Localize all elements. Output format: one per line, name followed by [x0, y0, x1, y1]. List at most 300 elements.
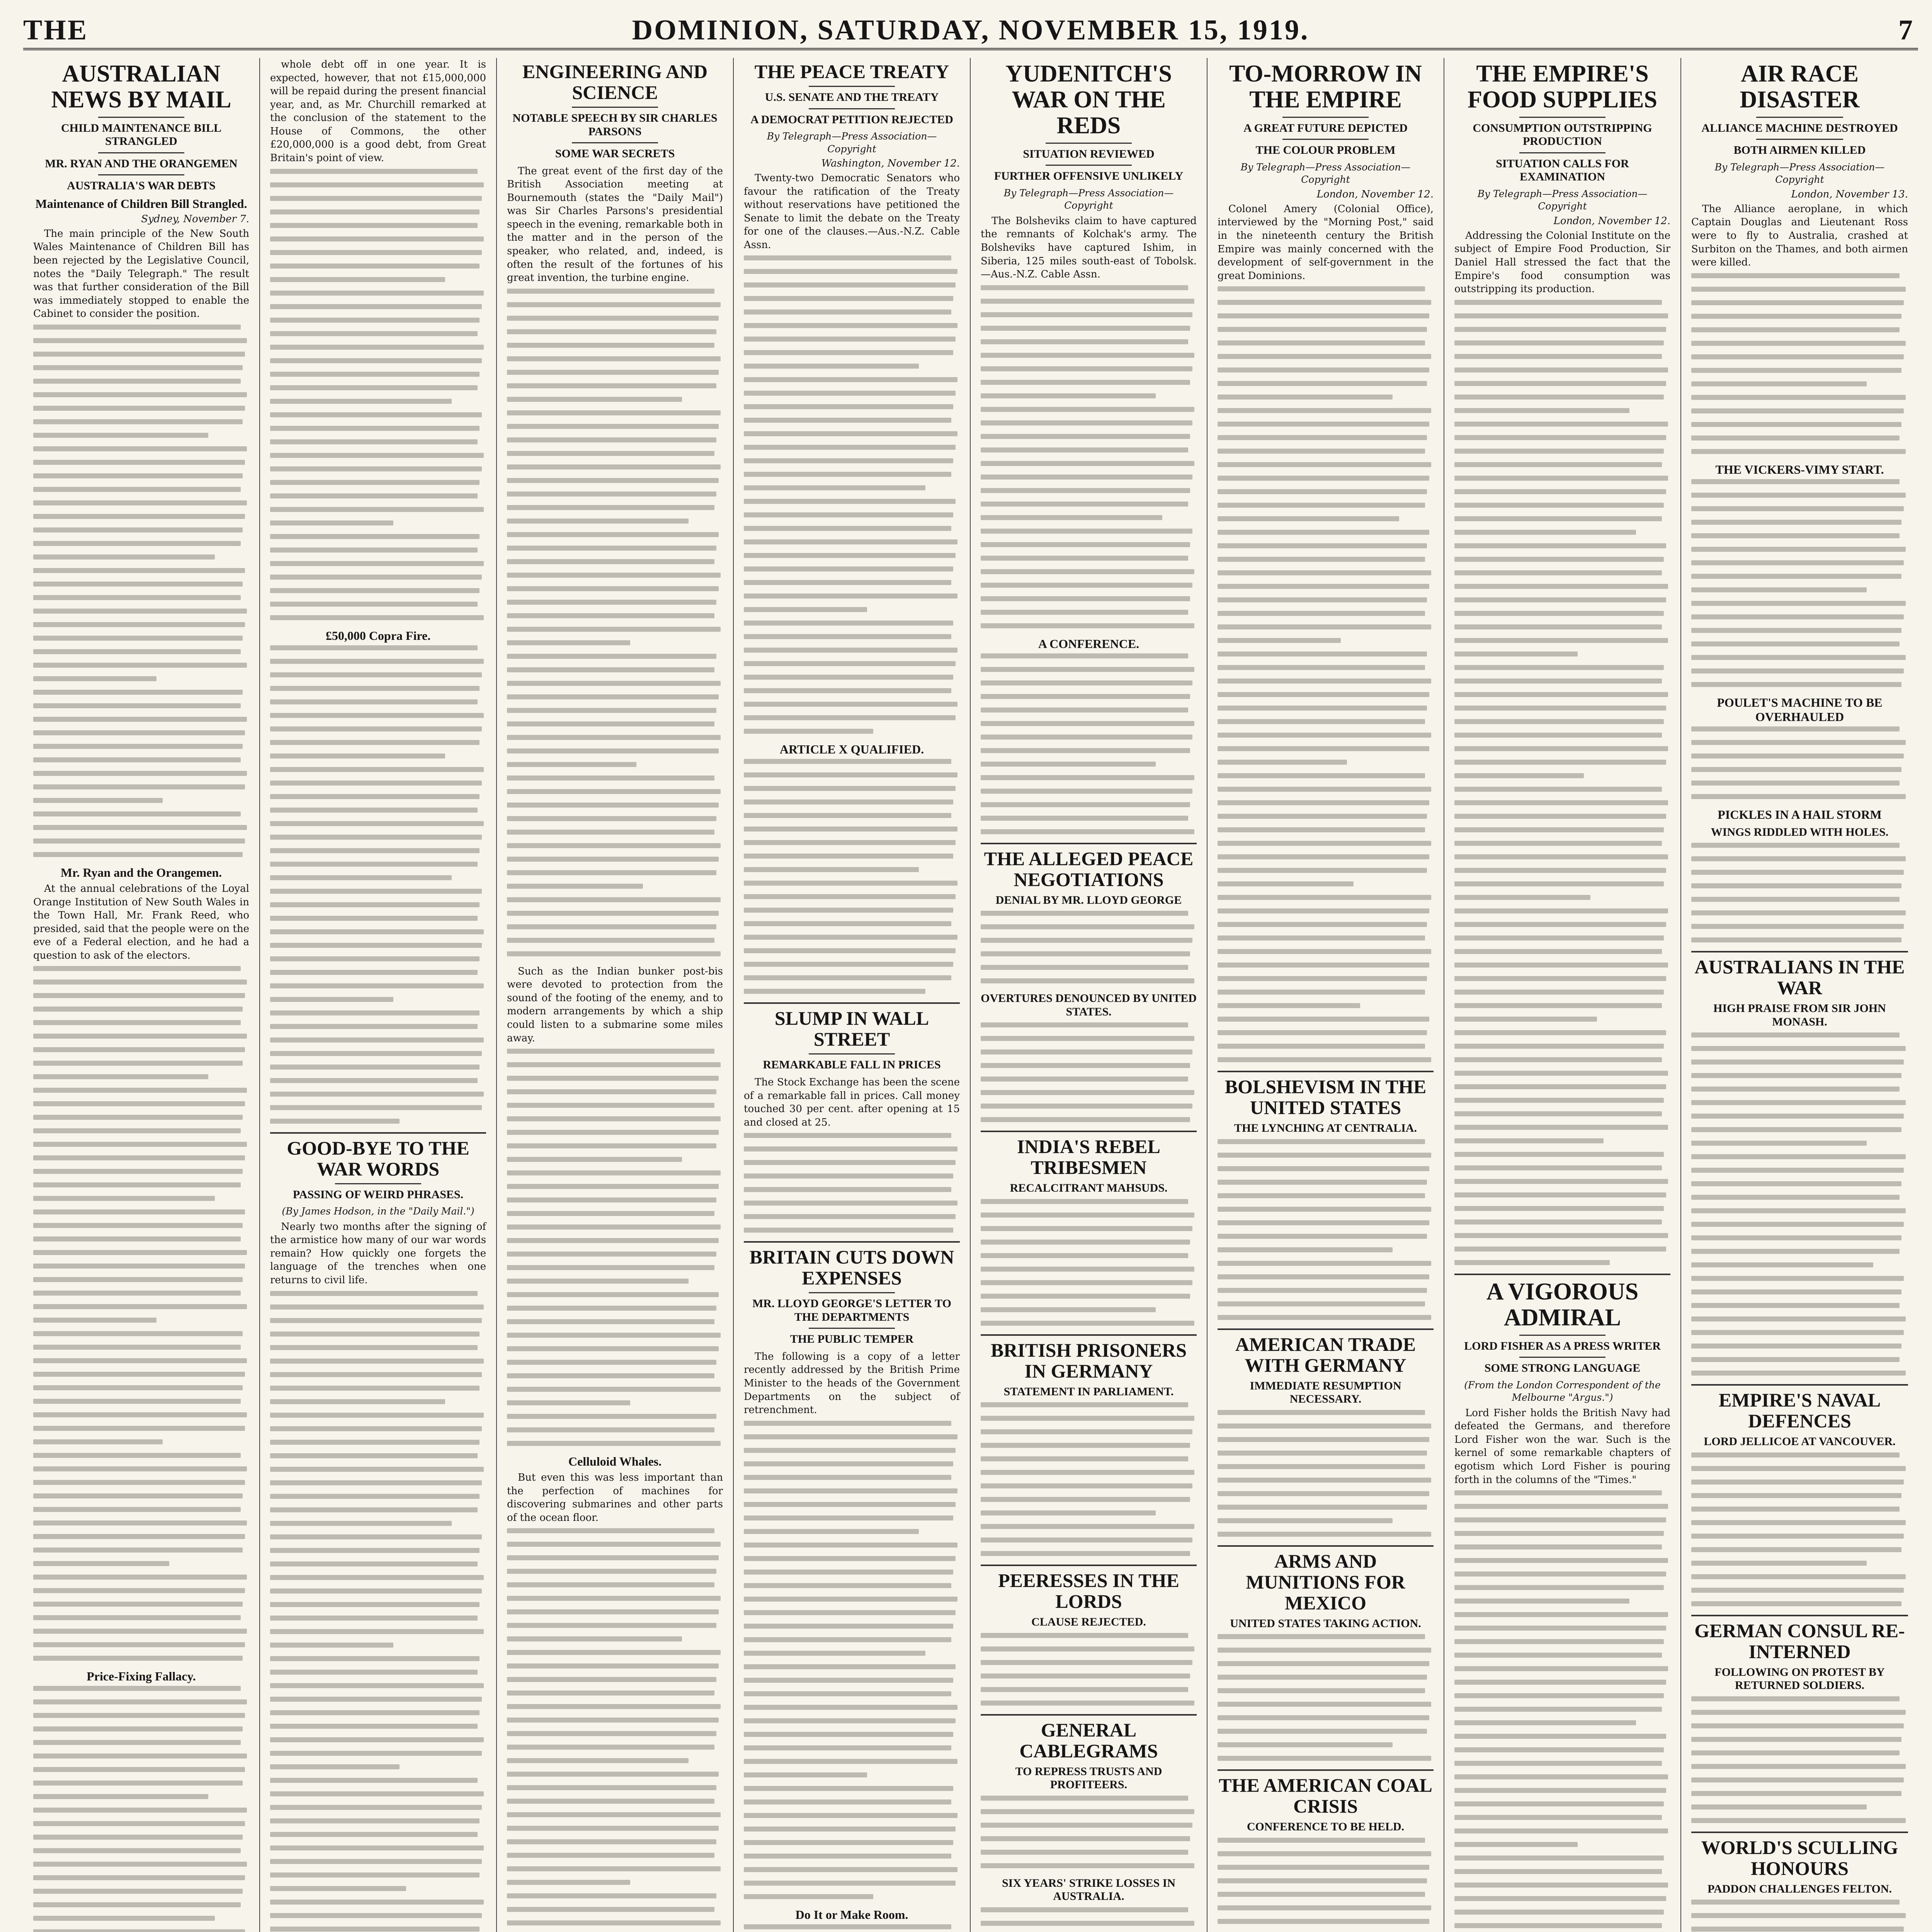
text-line [744, 310, 951, 315]
text-line [270, 1024, 478, 1029]
text-line [1218, 881, 1354, 886]
text-line [1454, 1774, 1668, 1779]
text-line [33, 1875, 245, 1880]
text-line [981, 583, 1192, 588]
text-line [1691, 641, 1900, 646]
text-line [1218, 1919, 1429, 1924]
text-line [1454, 1003, 1662, 1008]
subheading: NOTABLE SPEECH BY SIR CHARLES PARSONS [512, 112, 718, 138]
text-line [507, 1333, 721, 1338]
divider [572, 107, 658, 108]
text-line [1691, 560, 1904, 565]
text-line [981, 1321, 1194, 1326]
text-line [981, 569, 1194, 574]
text-line [744, 1187, 951, 1192]
subheading: SITUATION CALLS FOR EXAMINATION [1496, 157, 1629, 184]
text-line [270, 561, 484, 566]
text-line [33, 365, 243, 370]
subheading: A DEMOCRAT PETITION REJECTED [750, 113, 953, 126]
text-line [270, 1616, 478, 1621]
divider [981, 1714, 1197, 1716]
text-line [270, 372, 480, 377]
text-line [1691, 628, 1901, 633]
text-line [1691, 1710, 1906, 1715]
text-line [1691, 1547, 1901, 1552]
text-line [1691, 601, 1906, 606]
body-text [1691, 1900, 1908, 1932]
subheading: OVERTURES DENOUNCED BY UNITED STATES. [981, 992, 1197, 1018]
text-line [981, 610, 1188, 615]
text-line [1454, 963, 1668, 968]
text-line [744, 759, 951, 764]
text-line [744, 702, 957, 707]
text-line [1218, 1451, 1427, 1456]
text-line [1691, 533, 1900, 538]
text-line [33, 514, 245, 519]
text-line [981, 1809, 1194, 1814]
text-line [270, 1710, 480, 1715]
text-line [1218, 1702, 1431, 1707]
text-line [744, 1624, 953, 1629]
text-line [981, 312, 1192, 317]
text-line [1218, 1301, 1425, 1306]
text-line [270, 1548, 480, 1553]
text-line [1218, 787, 1431, 792]
dateline: London, November 13. [1791, 188, 1908, 200]
text-line [1218, 422, 1429, 427]
text-line [1218, 827, 1425, 832]
text-line [270, 1697, 482, 1702]
text-line [33, 1088, 247, 1093]
text-line [1454, 1842, 1578, 1847]
text-line [270, 1467, 484, 1472]
divider [335, 1183, 422, 1184]
text-line [981, 911, 1188, 916]
article-title: THE ALLEGED PEACE NEGOTIATIONS [984, 847, 1194, 890]
text-line [981, 474, 1192, 480]
credit-line: By Telegraph—Press Association—Copyright [1240, 161, 1411, 185]
divider [744, 1002, 960, 1004]
text-line [1218, 1715, 1429, 1720]
text-line [744, 499, 956, 504]
text-line [1691, 327, 1900, 332]
text-line [270, 223, 478, 228]
article-title: AUSTRALIAN NEWS BY MAIL [51, 61, 231, 113]
text-line [507, 1623, 716, 1628]
section-head: THE VICKERS-VIMY START. [1715, 462, 1884, 476]
text-line [270, 196, 482, 201]
text-line [981, 1646, 1194, 1651]
text-line [1454, 530, 1636, 535]
text-line [744, 948, 956, 953]
text-line [1454, 354, 1662, 359]
text-line [1691, 435, 1900, 440]
text-line [507, 1279, 689, 1284]
text-line [33, 352, 245, 357]
text-line [1218, 638, 1341, 643]
text-line [270, 1927, 480, 1932]
text-line [33, 993, 245, 998]
text-line [507, 478, 719, 483]
text-line [1218, 868, 1427, 873]
text-line [744, 445, 956, 450]
text-line [744, 867, 919, 872]
text-line [1691, 883, 1901, 888]
text-line [1691, 794, 1906, 799]
text-line [33, 1781, 243, 1786]
subheading: THE COLOUR PROBLEM [1255, 144, 1396, 157]
text-line [270, 1845, 484, 1850]
text-line [270, 1037, 484, 1043]
text-line [744, 1434, 957, 1439]
text-line [507, 1360, 716, 1365]
text-line [1454, 1125, 1668, 1130]
text-line [33, 1561, 169, 1566]
text-line [1691, 1073, 1901, 1078]
text-line [1691, 506, 1904, 511]
text-line [270, 1859, 482, 1864]
text-line [1218, 651, 1427, 656]
text-line [270, 1629, 484, 1634]
text-line [744, 1461, 953, 1466]
paragraph: whole debt off in one year. It is expected, however, that not £15,000,000 will be repaid during the present financial year, and, as Mr. Churchill remarked at the conclusion of the statement to the House of Commons, the other £20,000,000 is a good debt, from Great Britain's point of view. [270, 59, 486, 164]
text-line [33, 1223, 243, 1228]
text-line [270, 1092, 484, 1097]
text-line [1691, 1750, 1900, 1755]
text-line [744, 391, 956, 396]
subheading: PADDON CHALLENGES FELTON. [1707, 1882, 1892, 1895]
text-line [507, 1238, 719, 1243]
text-line [1691, 1087, 1900, 1092]
text-line [744, 1732, 953, 1737]
text-line [507, 1184, 719, 1189]
text-line [33, 1182, 241, 1187]
text-line [1218, 1288, 1427, 1293]
article-title: THE AMERICAN COAL CRISIS [1219, 1774, 1432, 1817]
text-line [507, 776, 714, 781]
text-line [33, 1372, 245, 1377]
text-line [744, 827, 957, 832]
text-line [270, 1683, 484, 1688]
text-line [33, 392, 247, 397]
text-line [981, 667, 1194, 672]
text-line [744, 1173, 953, 1179]
text-line [270, 426, 480, 431]
text-line [744, 553, 956, 558]
text-line [270, 902, 480, 907]
text-line [33, 1902, 241, 1907]
text-line [1454, 773, 1584, 778]
text-line [981, 1510, 1156, 1515]
text-line [981, 1036, 1194, 1041]
section-head: Mr. Ryan and the Orangemen. [60, 865, 222, 879]
text-line [270, 686, 480, 691]
text-line [33, 460, 245, 465]
text-line [270, 493, 478, 498]
text-line [1218, 1675, 1427, 1680]
text-line [1218, 1648, 1431, 1653]
text-line [270, 318, 480, 323]
text-line [1218, 1865, 1429, 1870]
text-line [744, 1556, 956, 1561]
credit-line: By Telegraph—Press Association—Copyright [767, 131, 937, 155]
text-line [1691, 924, 1904, 929]
text-line [270, 1413, 484, 1418]
text-line [981, 1863, 1194, 1868]
text-line [981, 1796, 1188, 1801]
body-text [1218, 1139, 1434, 1320]
text-line [981, 1483, 1192, 1488]
text-line [33, 406, 245, 411]
column-1 [23, 58, 260, 1932]
text-line [1218, 624, 1431, 629]
text-line [507, 667, 714, 672]
text-line [1454, 665, 1664, 670]
text-line [1218, 1220, 1429, 1225]
text-line [1691, 1046, 1906, 1051]
text-line [1218, 1274, 1429, 1279]
text-line [33, 1534, 245, 1539]
text-line [981, 1049, 1192, 1054]
text-line [981, 1416, 1194, 1421]
divider [981, 843, 1197, 844]
text-line [744, 282, 956, 287]
text-line [270, 1291, 478, 1296]
text-line [270, 699, 478, 704]
text-line [1691, 753, 1904, 759]
divider [1756, 117, 1843, 118]
text-line [33, 1929, 245, 1932]
text-line [507, 451, 714, 456]
text-line [981, 1687, 1188, 1692]
body-text [33, 1686, 249, 1932]
text-line [1218, 1905, 1431, 1910]
text-line [270, 997, 393, 1002]
text-line [33, 1713, 245, 1718]
text-line [744, 431, 957, 436]
article-title: THE PEACE TREATY [754, 61, 949, 82]
text-line [744, 1759, 957, 1764]
text-line [1218, 313, 1429, 318]
divider [1519, 152, 1606, 153]
section-head: A CONFERENCE. [1038, 636, 1139, 651]
text-line [744, 1813, 957, 1818]
subheading: THE LYNCHING AT CENTRALIA. [1234, 1122, 1417, 1135]
text-line [507, 1758, 689, 1763]
text-line [1691, 1777, 1904, 1782]
body-text [270, 169, 486, 620]
text-line [1454, 1680, 1666, 1685]
text-line [981, 461, 1194, 466]
text-line [507, 654, 716, 659]
text-line [507, 1893, 716, 1898]
body-text [981, 1796, 1197, 1868]
text-line [270, 1656, 480, 1661]
text-line [981, 965, 1188, 970]
text-line [507, 316, 719, 321]
body-text [981, 1633, 1197, 1706]
text-line [270, 875, 452, 880]
text-line [981, 816, 1188, 821]
text-line [33, 1128, 241, 1133]
text-line [1454, 976, 1666, 981]
text-line [1454, 543, 1666, 548]
text-line [1218, 1003, 1360, 1008]
text-line [270, 1494, 480, 1499]
text-line [744, 772, 957, 777]
text-line [1454, 1531, 1664, 1536]
body-text [33, 325, 249, 857]
text-line [270, 1791, 484, 1796]
body-text [507, 1049, 723, 1446]
text-line [507, 1772, 719, 1777]
text-line [507, 1920, 721, 1925]
text-line [33, 1821, 245, 1826]
text-line [1691, 1114, 1904, 1119]
text-line [507, 1880, 630, 1885]
text-line [507, 559, 714, 564]
text-line [1454, 367, 1668, 372]
text-line [744, 1475, 951, 1480]
text-line [1454, 1883, 1668, 1888]
text-line [981, 775, 1194, 780]
text-line [744, 935, 957, 940]
text-line [1691, 856, 1906, 861]
text-line [33, 1399, 241, 1404]
text-line [1454, 990, 1664, 995]
text-line [1691, 655, 1906, 660]
text-line [1691, 1154, 1906, 1159]
text-line [1454, 638, 1668, 643]
text-line [33, 811, 241, 816]
text-line [981, 1077, 1188, 1082]
text-line [270, 1426, 482, 1431]
text-line [1218, 1153, 1431, 1158]
text-line [981, 1402, 1188, 1407]
text-line [270, 808, 478, 813]
text-line [1454, 760, 1666, 765]
text-line [270, 291, 484, 296]
text-line [744, 661, 956, 666]
text-line [1691, 381, 1867, 386]
section-head: ARTICLE X QUALIFIED. [779, 742, 924, 757]
text-line [507, 1528, 714, 1533]
text-line [1691, 1276, 1904, 1281]
text-line [1218, 760, 1347, 765]
text-line [1218, 462, 1431, 467]
text-line [744, 1448, 956, 1453]
body-text [744, 1133, 960, 1233]
text-line [1691, 1818, 1906, 1823]
text-line [1454, 584, 1668, 589]
text-line [744, 337, 956, 342]
text-line [1454, 1138, 1604, 1143]
text-line [270, 548, 478, 553]
text-line [1218, 354, 1431, 359]
text-line [33, 1889, 243, 1894]
text-line [507, 694, 719, 699]
text-line [1454, 1707, 1662, 1712]
text-line [1454, 1693, 1664, 1698]
text-line [507, 1582, 714, 1587]
text-line [1691, 300, 1904, 305]
text-line [1691, 1208, 1906, 1213]
text-line [33, 1466, 247, 1471]
text-line [1454, 1815, 1662, 1820]
text-line [1691, 587, 1867, 592]
text-line [33, 1686, 241, 1691]
text-line [744, 648, 957, 653]
text-line [744, 472, 951, 477]
text-line [1454, 1044, 1664, 1049]
subheading: WINGS RIDDLED WITH HOLES. [1711, 825, 1889, 838]
text-line [33, 582, 243, 587]
text-line [507, 1853, 714, 1858]
subheading: RECALCITRANT MAHSUDS. [1010, 1182, 1168, 1195]
text-line [1454, 611, 1664, 616]
text-line [1691, 1289, 1901, 1294]
text-line [1454, 1247, 1666, 1252]
text-line [507, 383, 716, 388]
text-line [1454, 1896, 1666, 1901]
text-line [744, 1570, 953, 1575]
text-line [1691, 1452, 1900, 1458]
paragraph: At the annual celebrations of the Loyal Orange Institution of New South Wales in the Town Hall, Mr. Frank Reed, who presided, said that the people were on the eve of a Federal election, and he had a question to ask of the electors. [33, 883, 249, 961]
text-line [1691, 547, 1906, 552]
text-line [744, 1637, 951, 1642]
text-line [270, 588, 480, 593]
text-line [1454, 1923, 1662, 1928]
text-line [33, 1034, 247, 1039]
text-line [744, 607, 867, 612]
text-line [1218, 854, 1429, 859]
text-line [507, 951, 721, 956]
text-line [270, 1318, 482, 1323]
text-line [1691, 1791, 1901, 1796]
text-line [1691, 682, 1901, 687]
article-title: AIR RACE DISASTER [1740, 61, 1860, 113]
text-line [33, 757, 241, 762]
text-line [1454, 868, 1666, 873]
text-line [1218, 327, 1427, 332]
text-line [33, 1575, 247, 1580]
text-line [1218, 435, 1427, 440]
text-line [270, 794, 480, 799]
text-line [1454, 449, 1664, 454]
text-line [507, 1292, 719, 1297]
text-line [1454, 1233, 1668, 1238]
text-line [1218, 530, 1429, 535]
text-line [1454, 1869, 1662, 1874]
text-line [507, 640, 630, 645]
divider [981, 1334, 1197, 1336]
text-line [1691, 1316, 1906, 1321]
text-line [1454, 327, 1666, 332]
text-line [744, 350, 953, 355]
text-line [33, 717, 247, 722]
text-line [1454, 340, 1664, 345]
text-line [33, 1345, 241, 1350]
text-line [1691, 910, 1906, 915]
text-line [1454, 1571, 1666, 1577]
text-line [1218, 1851, 1431, 1856]
text-line [33, 1493, 243, 1498]
text-line [1218, 286, 1425, 291]
text-line [1218, 733, 1431, 738]
body-text [1691, 273, 1908, 454]
subheading: SITUATION REVIEWED [1023, 147, 1155, 160]
text-line [270, 250, 482, 255]
